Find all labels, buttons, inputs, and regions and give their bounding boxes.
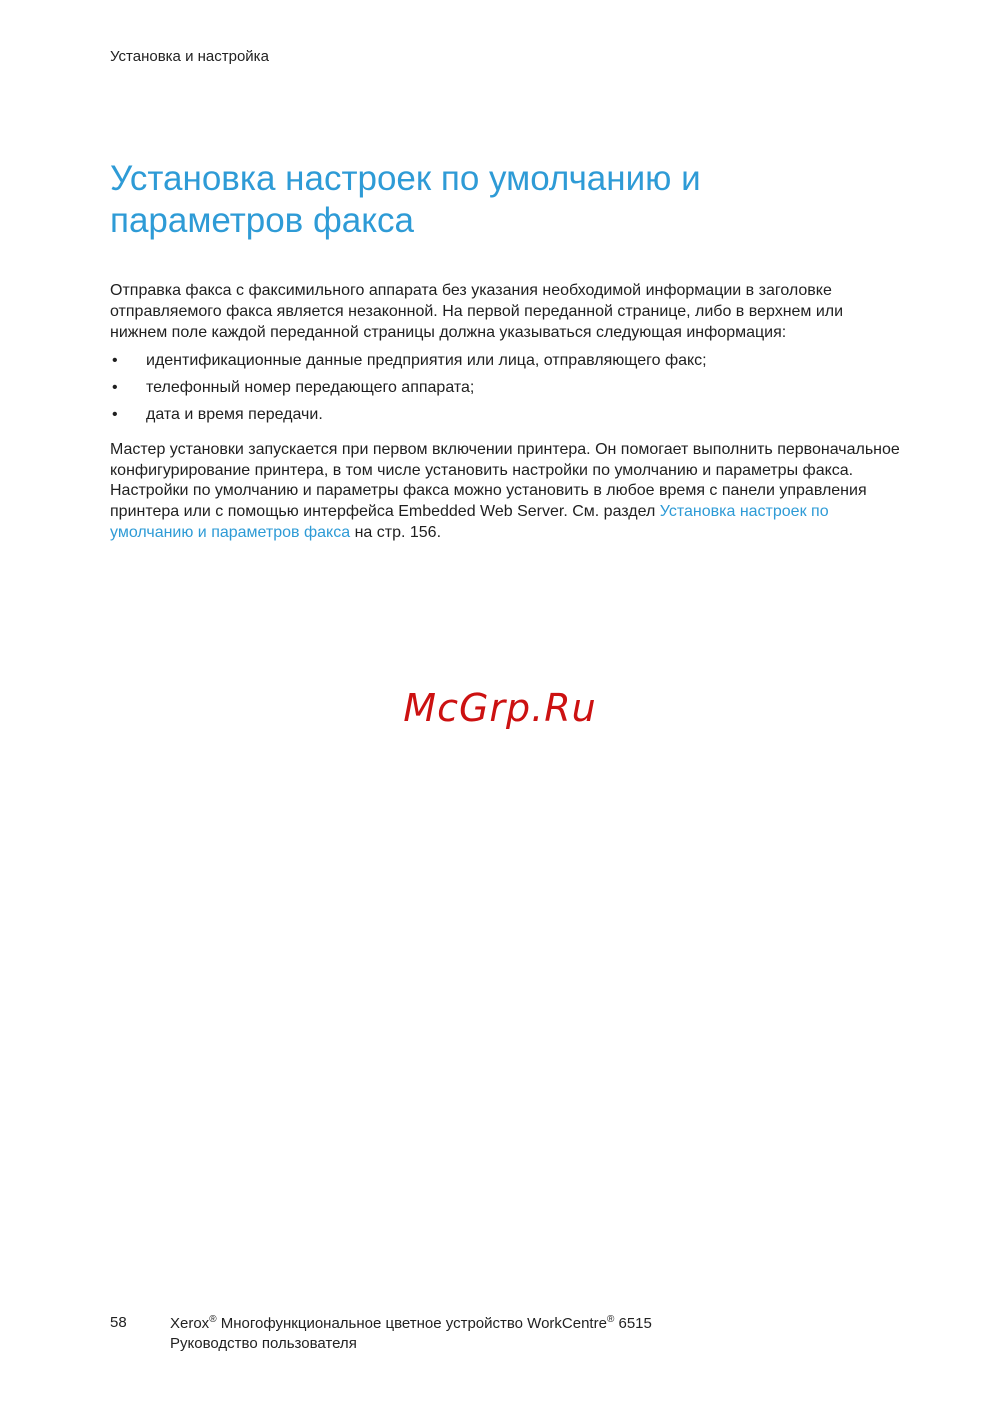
- main-content: [110, 281, 900, 544]
- page-title: [110, 158, 910, 242]
- footer-product-info: [170, 1314, 652, 1354]
- cross-reference-link[interactable]: Установка настроек по умолчанию и параметров факса: [110, 503, 829, 541]
- requirements-list: [110, 351, 900, 425]
- page-title-line-1: Установка настроек по умолчанию и: [110, 159, 701, 198]
- footer-product-line: [170, 1314, 652, 1334]
- wizard-paragraph-page-ref: на стр. 156.: [350, 523, 442, 541]
- footer-brand: Xerox: [170, 1315, 210, 1332]
- footer-product-name: Многофункциональное цветное устройство WorkCentre: [216, 1315, 607, 1332]
- wizard-paragraph: [110, 440, 900, 544]
- footer-subtitle: Руководство пользователя: [170, 1335, 357, 1352]
- list-item-text: идентификационные данные предприятия или лица, отправляющего факс;: [146, 352, 707, 370]
- list-item: [110, 405, 900, 426]
- bullet-icon: •: [112, 405, 118, 423]
- list-item: [110, 351, 900, 372]
- list-item-text: телефонный номер передающего аппарата;: [146, 379, 475, 397]
- running-header: Установка и настройка: [110, 48, 269, 65]
- footer-product-model: 6515: [614, 1315, 652, 1332]
- list-item: [110, 378, 900, 399]
- bullet-icon: •: [112, 379, 118, 397]
- page-title-line-2: параметров факса: [110, 201, 414, 240]
- registered-mark: ®: [606, 1314, 615, 1325]
- bullet-icon: •: [112, 352, 118, 370]
- registered-mark: ®: [209, 1314, 217, 1325]
- wizard-paragraph-text: Мастер установки запускается при первом включении принтера. Он помогает выполнить первоначальное конфигурирование принтера, в том числе установить настройки по умолчанию и параметры факса. Настройки по умолчанию и параметры факса можно установить в любое время с панели управления принтера или с помощью интерфейса Embedded Web Server. См. раздел: [110, 440, 900, 521]
- page-number: 58: [110, 1314, 127, 1331]
- watermark: McGrp.Ru: [403, 686, 597, 730]
- list-item-text: дата и время передачи.: [146, 405, 323, 423]
- intro-paragraph: Отправка факса с факсимильного аппарата без указания необходимой информации в заголовке отправляемого факса является незаконной. На первой переданной странице, либо в верхнем или нижнем поле каждой переданной страницы должна указываться следующая информация:: [110, 282, 844, 341]
